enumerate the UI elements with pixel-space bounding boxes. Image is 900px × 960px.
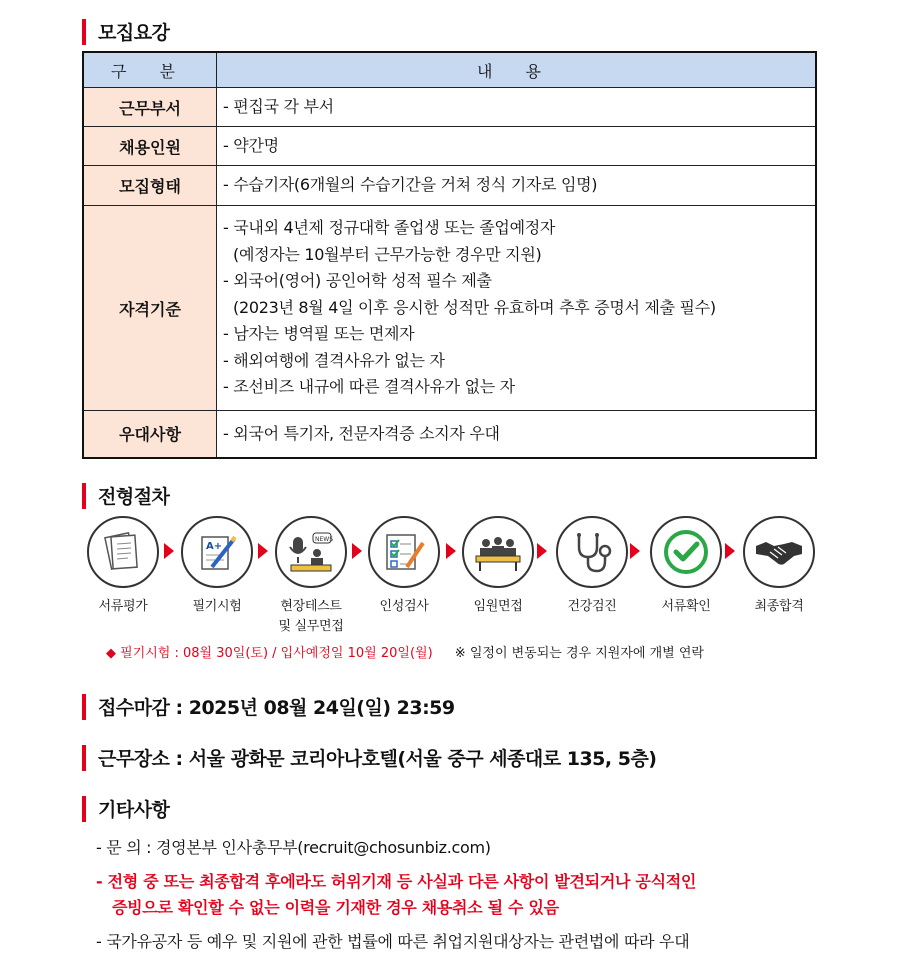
- table-row: [83, 127, 816, 166]
- checklist-icon: [368, 516, 440, 588]
- table-row: [83, 206, 816, 411]
- stethoscope-icon: [556, 516, 628, 588]
- table-row: [83, 166, 816, 206]
- interview-panel-icon: [462, 516, 534, 588]
- etc-warning-line: - 전형 중 또는 최종합격 후에라도 허위기재 등 사실과 다른 사항이 발견되거나 공식적인: [96, 872, 697, 891]
- table-row: [83, 411, 816, 458]
- row-key: 채용인원: [83, 127, 217, 166]
- process-steps: [86, 516, 826, 636]
- section-marker: [82, 745, 86, 771]
- step-final-pass: [742, 516, 816, 617]
- section-marker: [82, 694, 86, 720]
- documents-icon: [87, 516, 159, 588]
- step-document-check: [649, 516, 723, 617]
- section-marker: [82, 483, 86, 509]
- etc-warning-line-2: 증빙으로 확인할 수 없는 이력을 기재한 경우 채용취소 될 수 있음: [112, 898, 559, 917]
- step-label: 서류확인: [661, 599, 711, 614]
- step-label: 필기시험: [192, 599, 242, 614]
- written-test-icon: [181, 516, 253, 588]
- svg-text:A+: A+: [206, 541, 223, 552]
- header-category: 구 분: [83, 52, 217, 88]
- svg-text:NEWS: NEWS: [315, 536, 334, 543]
- step-label: 건강검진: [567, 599, 617, 614]
- arrow-icon: [164, 543, 174, 559]
- step-document-review: [86, 516, 160, 617]
- row-value: - 수습기자(6개월의 수습기간을 거쳐 정식 기자로 임명): [217, 166, 817, 206]
- row-value: - 외국어 특기자, 전문자격증 소지자 우대: [217, 411, 817, 458]
- schedule-note-red: ◆ 필기시험 : 08월 30일(토) / 입사예정일 10월 20일(월): [106, 646, 433, 661]
- etc-veteran-line: - 국가유공자 등 예우 및 지원에 관한 법률에 따른 취업지원대상자는 관련법에 따라 우대: [96, 932, 690, 951]
- arrow-icon: [537, 543, 547, 559]
- arrow-icon: [352, 543, 362, 559]
- section-title-recruit: 모집요강: [82, 18, 169, 45]
- arrow-icon: [725, 543, 735, 559]
- section-title-deadline: 접수마감 : 2025년 08월 24일(일) 23:59: [82, 693, 455, 720]
- microphone-news-icon: [275, 516, 347, 588]
- checkmark-icon: [650, 516, 722, 588]
- row-key: 우대사항: [83, 411, 217, 458]
- step-written-test: [180, 516, 254, 617]
- section-marker: [82, 796, 86, 822]
- step-personality-test: [367, 516, 441, 617]
- recruit-table: [82, 51, 817, 459]
- step-label: 현장테스트 및 실무면접: [278, 599, 344, 634]
- header-content: 내 용: [217, 52, 817, 88]
- handshake-icon: [743, 516, 815, 588]
- section-marker: [82, 19, 86, 45]
- schedule-note: [106, 642, 704, 661]
- step-label: 최종합격: [754, 599, 804, 614]
- table-header-row: [83, 52, 816, 88]
- row-value: - 편집국 각 부서: [217, 88, 817, 127]
- step-field-test: [274, 516, 348, 637]
- arrow-icon: [630, 543, 640, 559]
- arrow-icon: [258, 543, 268, 559]
- section-title-process: 전형절차: [82, 482, 169, 509]
- step-label: 인성검사: [379, 599, 429, 614]
- step-health-check: [555, 516, 629, 617]
- row-key: 모집형태: [83, 166, 217, 206]
- row-key: 근무부서: [83, 88, 217, 127]
- etc-contact-line: - 문 의 : 경영본부 인사총무부(recruit@chosunbiz.com): [96, 838, 491, 857]
- step-label: 서류평가: [98, 599, 148, 614]
- section-title-location: 근무장소 : 서울 광화문 코리아나호텔(서울 중구 세종대로 135, 5층): [82, 744, 656, 771]
- section-title-etc: 기타사항: [82, 795, 169, 822]
- row-value: - 국내외 4년제 정규대학 졸업생 또는 졸업예정자 (예정자는 10월부터 근무가능한 경우만 지원) - 외국어(영어) 공인어학 성적 필수 제출 (2023년 8월 4일 이후 응시한 성적만 유효하며 추후 증명서 제출 필수) - 남자는 병역필 또는 면제자 - 해외여행에 결격사유가 없는 자 - 조선비즈 내규에 따른 결격사유가 없는 자: [217, 206, 817, 411]
- step-executive-interview: [461, 516, 535, 617]
- schedule-note-black: ※ 일정이 변동되는 경우 지원자에 개별 연락: [454, 646, 704, 661]
- table-row: [83, 88, 816, 127]
- step-label: 임원면접: [473, 599, 523, 614]
- row-key: 자격기준: [83, 206, 217, 411]
- row-value: - 약간명: [217, 127, 817, 166]
- arrow-icon: [446, 543, 456, 559]
